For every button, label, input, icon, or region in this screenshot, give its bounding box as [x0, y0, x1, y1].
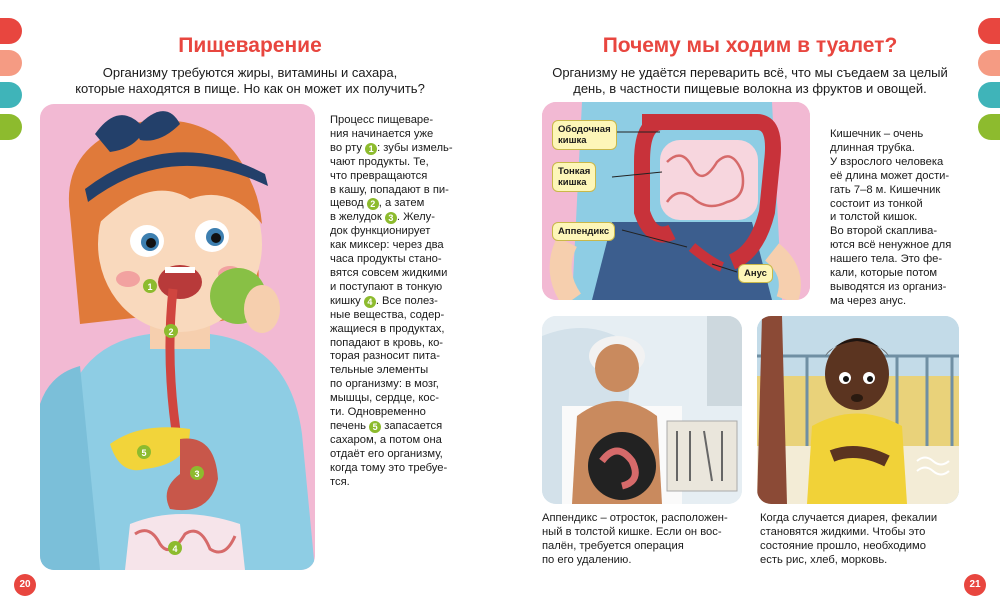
right-body-text: Кишечник – очень длинная трубка. У взрослого человека её длина может дости- гать 7–8 м. Кишечник состоит из тонкой и толстой кишок. Во второй скаплива- ются всё ненужное для нашего тела. Это фе- кали, которые потом выводятся из организ- ма через анус. [830, 128, 952, 307]
left-page-title: Пищеварение [178, 34, 322, 57]
intestine-diagram [542, 102, 810, 300]
label-appendix: Аппендикс [552, 222, 615, 241]
label-small-intestine: Тонкая кишка [552, 162, 596, 192]
page-number-left: 20 [14, 574, 36, 596]
badge-2: 2 [168, 327, 174, 337]
right-intro-line-1: Организму не удаётся переварить всё, что мы съедаем за целый [552, 65, 948, 80]
inline-badge-3: 3 [385, 212, 397, 224]
tab-green-left [0, 114, 22, 140]
badge-1: 1 [147, 282, 153, 292]
diarrhea-illustration [757, 316, 959, 504]
tab-green-right [978, 114, 1000, 140]
label-colon: Ободочная кишка [552, 120, 617, 150]
inline-badge-1: 1 [365, 143, 377, 155]
tab-salmon-left [0, 50, 22, 76]
inline-badge-4: 4 [364, 296, 376, 308]
inline-badge-5: 5 [369, 421, 381, 433]
badge-4: 4 [172, 544, 178, 554]
caption-diarrhea: Когда случается диарея, фекалии становятся жидкими. Чтобы это состояние прошло, необходимо есть рис, хлеб, морковь. [760, 512, 938, 566]
tab-red-left [0, 18, 22, 44]
page-number-right: 21 [964, 574, 986, 596]
girl-illustration [40, 104, 315, 570]
tab-red-right [978, 18, 1000, 44]
girl-digestion-drawing [40, 104, 315, 570]
hospital-illustration [542, 316, 742, 504]
tab-teal-right [978, 82, 1000, 108]
tab-teal-left [0, 82, 22, 108]
right-intro-line-2: день, в частности пищевые волокна из фруктов и овощей. [573, 81, 927, 96]
inline-badge-2: 2 [367, 198, 379, 210]
left-intro-line-2: которые находятся в пище. Но как он может их получить? [75, 81, 425, 96]
tab-salmon-right [978, 50, 1000, 76]
label-anus: Анус [738, 264, 773, 283]
badge-5: 5 [141, 448, 147, 458]
right-page-title: Почему мы ходим в туалет? [602, 34, 898, 57]
left-intro-line-1: Организму требуются жиры, витамины и сахара, [102, 65, 398, 80]
left-page-intro [40, 65, 460, 97]
left-body-text: Процесс пищеваре- ния начинается уже во рту 1 : зубы измель- чают продукты. Те, что превращаются в кашу, попадают в пи- щевод 2 , а затем в желудок 3 . Желу- док функционирует как миксер: через два часа продукты стано- вятся совсем жидкими и поступают в тонкую кишку 4 . Все полез- ные вещества, содер- жащиеся в продуктах, попадают в кровь, ко- торая разносит пита- тельные элементы по организму: в мозг, мышцы, сердце, кос- ти. Одновременно печень 5 запасается сахаром, а потом она отдаёт его организму, когда тому это требуе- тся. [330, 114, 453, 488]
right-page-intro [530, 65, 970, 97]
caption-appendix: Аппендикс – отросток, расположен- ный в толстой кишке. Если он вос- палён, требуется операция по его удалению. [542, 512, 728, 566]
badge-3: 3 [194, 469, 200, 479]
boy-stomachache-drawing [757, 316, 959, 504]
appendix-patient-drawing [542, 316, 742, 504]
